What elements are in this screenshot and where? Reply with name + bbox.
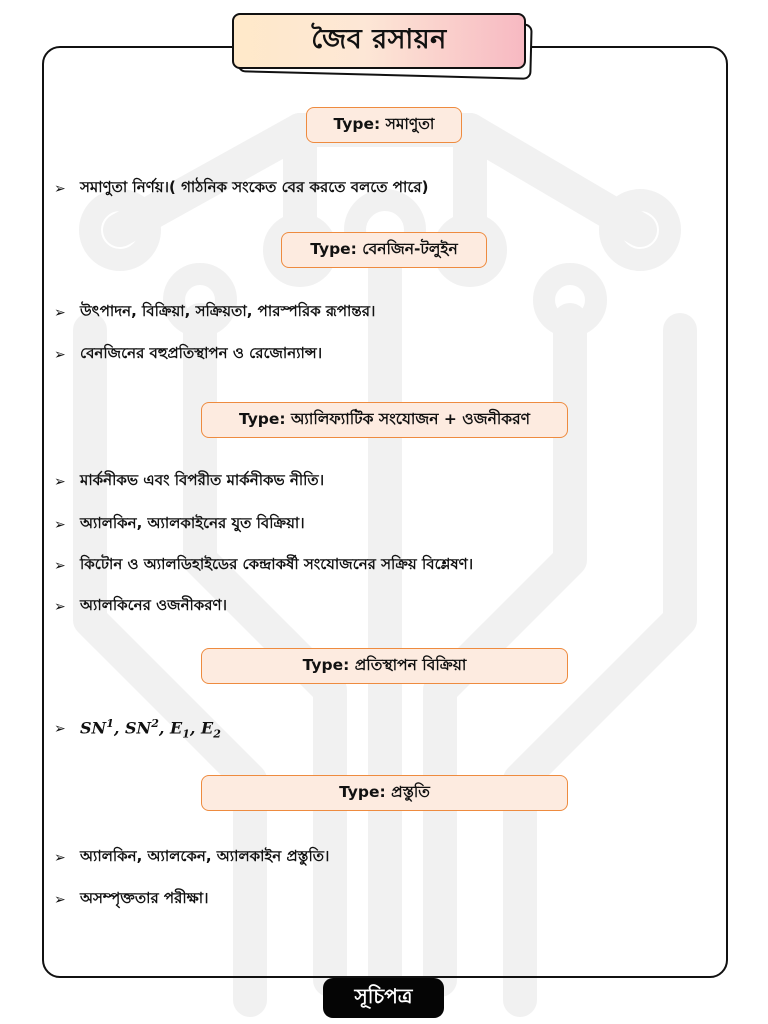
list-item-math — [54, 717, 221, 741]
list-item — [54, 887, 209, 912]
type-label-preparation: Type: প্রস্তুতি — [201, 775, 568, 811]
arrow-bullet-icon: ➢ — [54, 180, 66, 197]
arrow-bullet-icon: ➢ — [54, 473, 66, 490]
reaction-types-formula: $SN^1$, $SN^2$, $E_1$, $E_2$ — [80, 717, 221, 741]
list-item-text: সমাণুতা নির্ণয়।( গাঠনিক সংকেত বের করতে বলতে পারে) — [80, 178, 429, 196]
arrow-bullet-icon: ➢ — [54, 598, 66, 615]
list-item-text: অ্যালকিন, অ্যালকেন, অ্যালকাইন প্রস্তুতি। — [80, 847, 330, 865]
list-item — [54, 469, 324, 494]
arrow-bullet-icon: ➢ — [54, 516, 66, 533]
arrow-bullet-icon: ➢ — [54, 891, 66, 908]
list-item — [54, 342, 322, 367]
list-item — [54, 176, 428, 201]
arrow-bullet-icon: ➢ — [54, 346, 66, 363]
arrow-bullet-icon: ➢ — [54, 557, 66, 574]
type-label-isomerism: Type: সমাণুতা — [306, 107, 462, 143]
list-item — [54, 594, 227, 619]
title-banner — [232, 13, 532, 77]
list-item-text: কিটোন ও অ্যালডিহাইডের কেন্দ্রাকর্ষী সংযোজনের সক্রিয় বিশ্লেষণ। — [80, 555, 474, 573]
arrow-bullet-icon: ➢ — [54, 304, 66, 321]
type-label-benzene-toluene: Type: বেনজিন-টলুইন — [281, 232, 487, 268]
list-item-text: মার্কনীকভ এবং বিপরীত মার্কনীকভ নীতি। — [80, 471, 325, 489]
list-item — [54, 553, 473, 578]
type-label-aliphatic-addition: Type: অ্যালিফ্যাটিক সংযোজন + ওজনীকরণ — [201, 402, 568, 438]
arrow-bullet-icon: ➢ — [54, 849, 66, 866]
list-item-text: অসম্পৃক্ততার পরীক্ষা। — [80, 889, 209, 907]
page-title: জৈব রসায়ন — [232, 13, 526, 69]
list-item-text: উৎপাদন, বিক্রিয়া, সক্রিয়তা, পারস্পরিক রূপান্তর। — [80, 302, 376, 320]
arrow-bullet-icon: ➢ — [54, 720, 66, 737]
list-item — [54, 300, 375, 325]
list-item-text: অ্যালকিনের ওজনীকরণ। — [80, 596, 227, 614]
list-item — [54, 512, 305, 537]
list-item-text: অ্যালকিন, অ্যালকাইনের যুত বিক্রিয়া। — [80, 514, 305, 532]
list-item — [54, 845, 329, 870]
type-label-substitution: Type: প্রতিস্থাপন বিক্রিয়া — [201, 648, 568, 684]
list-item-text: বেনজিনের বহুপ্রতিস্থাপন ও রেজোন্যান্স। — [80, 344, 323, 362]
index-footer-button[interactable]: সূচিপত্র — [323, 978, 444, 1018]
